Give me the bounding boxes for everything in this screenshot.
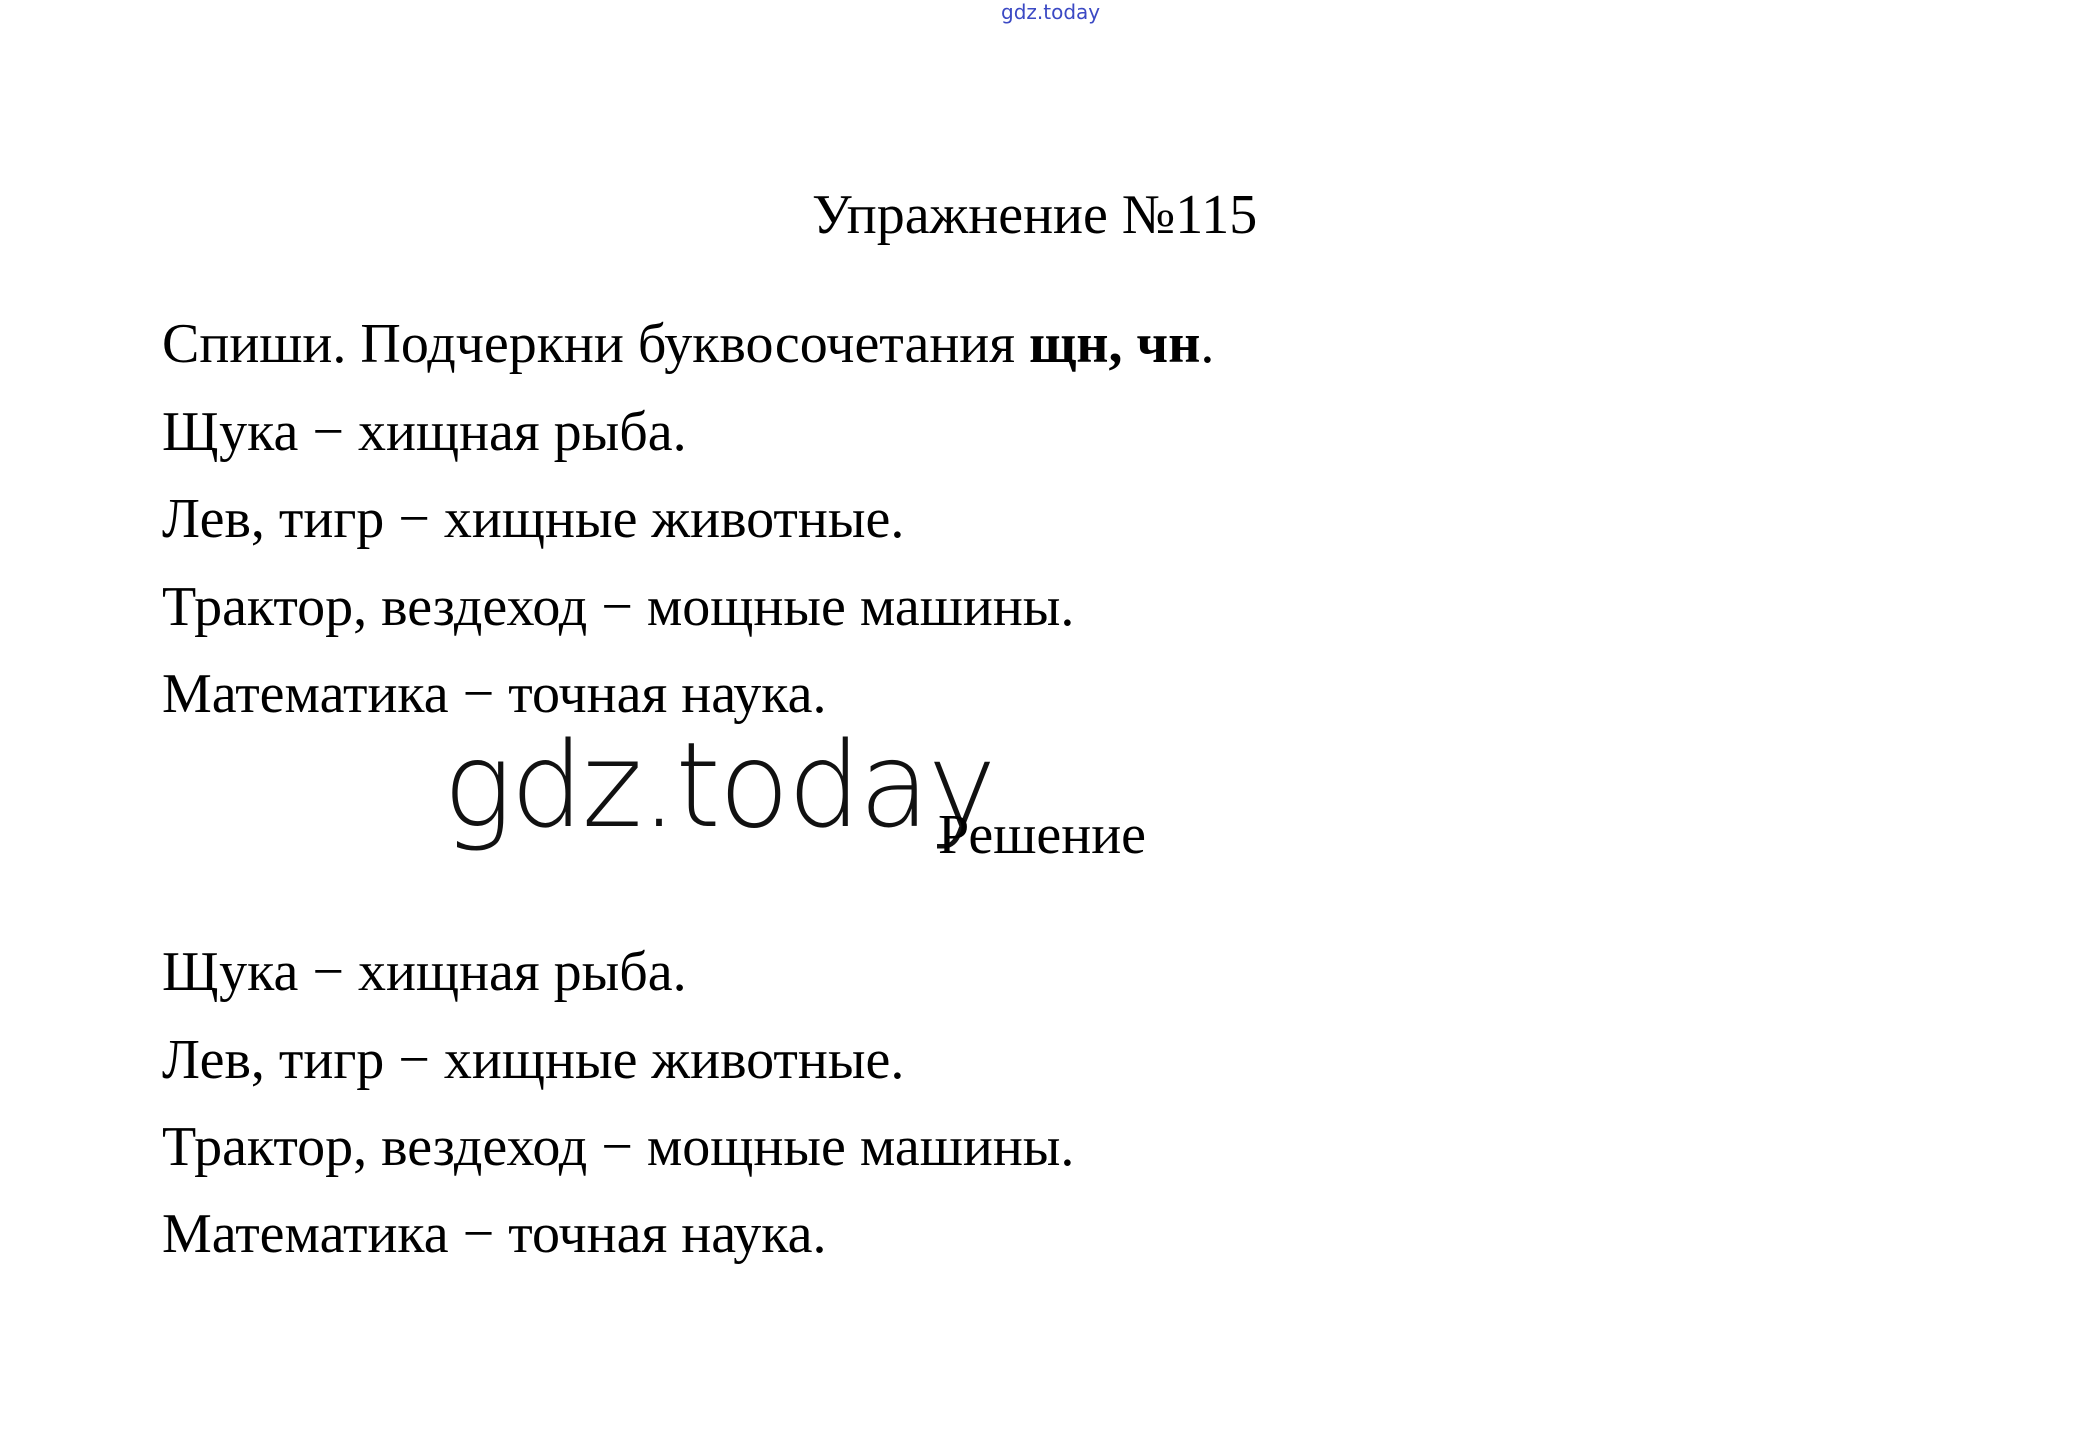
solution-line: Лев, тигр − хищные животные. <box>162 1029 905 1091</box>
watermark-top: gdz.today <box>1001 0 1101 24</box>
task-letter-combinations: щн, чн <box>1029 313 1201 375</box>
solution-line: Щука − хищная рыба. <box>162 941 687 1003</box>
exercise-line: Лев, тигр − хищные животные. <box>162 488 905 550</box>
watermark-logo: gdz.today <box>443 716 995 854</box>
task-instruction <box>162 312 1214 376</box>
solution-line: Математика − точная наука. <box>162 1203 827 1265</box>
exercise-line: Трактор, вездеход − мощные машины. <box>162 576 1075 638</box>
task-text-before: Спиши. Подчеркни буквосочетания <box>162 313 1030 375</box>
task-text-after: . <box>1200 313 1215 375</box>
page-title: Упражнение №115 <box>812 184 1258 246</box>
solution-heading: Решение <box>938 804 1147 866</box>
exercise-line: Щука − хищная рыба. <box>162 401 687 463</box>
exercise-line: Математика − точная наука. <box>162 663 827 725</box>
solution-line: Трактор, вездеход − мощные машины. <box>162 1116 1075 1178</box>
